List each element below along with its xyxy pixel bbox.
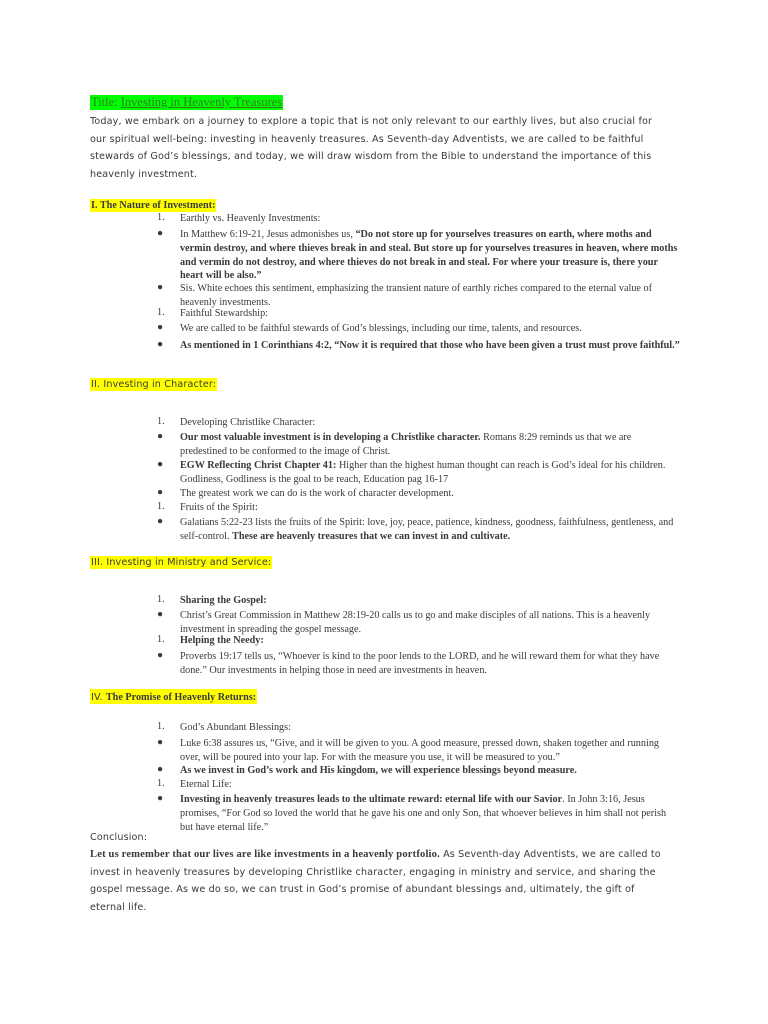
document-title (90, 95, 283, 110)
list-item-text (180, 339, 680, 353)
list-item-text (180, 228, 680, 283)
section-4-heading (90, 689, 257, 704)
list-item-text: Developing Christlike Character: (180, 417, 316, 428)
text-run-bold: Our most valuable investment is in developing a Christlike character. (180, 432, 481, 443)
section-4-heading-prefix: IV. (91, 692, 106, 703)
section-1-heading: I. The Nature of Investment: (91, 200, 216, 211)
list-number: 1. (157, 721, 165, 732)
list-item-text: Faithful Stewardship: (180, 308, 269, 319)
list-item-text (180, 516, 680, 544)
intro-paragraph: Today, we embark on a journey to explore a topic that is not only relevant to our earthly lives, but also crucial for our spiritual well-being: investing in heavenly treasures. As Seventh-day Adventists, we are called to be faithful stewards of God’s blessings, and today, we will draw wisdom from the Bible to understand the importance of this heavenly investment. (90, 116, 653, 180)
conclusion-label: Conclusion: (90, 832, 148, 843)
section-2-heading: II. Investing in Character: (91, 379, 217, 390)
list-item-text: Proverbs 19:17 tells us, “Whoever is kind to the poor lends to the LORD, and he will reward them for what they have done.” Our investments in helping those in need are investments in heaven. (180, 651, 660, 676)
bullet: ● (157, 650, 164, 661)
text-run-bold: Let us remember that our lives are like investments in a heavenly portfolio. (90, 849, 440, 860)
conclusion-paragraph (90, 846, 662, 916)
bullet: ● (157, 737, 164, 748)
list-number: 1. (157, 307, 165, 318)
list-item-text (180, 634, 680, 648)
text-run-bold: Investing in heavenly treasures leads to the ultimate reward: eternal life with our Savior (180, 794, 563, 805)
text-run-bold: Sharing the Gospel: (180, 595, 267, 606)
list-number: 1. (157, 594, 165, 605)
text-run: . In John 3:16, Jesus promises, “For God so loved the world that he gave his one and only Son, that whoever believes in him shall not perish but have eternal life.” (180, 794, 667, 833)
bullet: ● (157, 793, 164, 804)
title-label: Title: (91, 95, 118, 109)
list-item-text (180, 594, 680, 608)
bullet: ● (157, 228, 164, 239)
text-run-bold: “Do not store up for yourselves treasures on earth, where moths and vermin destroy, and where thieves break in and steal. But store up for yourselves treasures in heaven, where moths and vermin do not destroy, and where thieves do not break in and steal. For where your treasure is, there your heart will be also.” (180, 229, 678, 282)
text-run: Higher than the highest human thought can reach is God’s ideal for his children. Godliness, Godliness is the goal to be reach, Education pag 16-17 (180, 460, 666, 485)
bullet: ● (157, 609, 164, 620)
list-item-text: We are called to be faithful stewards of God’s blessings, including our time, talents, and resources. (180, 323, 582, 334)
text-run: Romans 8:29 reminds us that we are predestined to be conformed to the image of Christ. (180, 432, 632, 457)
list-number: 1. (157, 212, 165, 223)
list-item-text: Luke 6:38 assures us, “Give, and it will be given to you. A good measure, pressed down, shaken together and running over, will be poured into your lap. For with the measure you use, it will be measured to you.” (180, 738, 660, 763)
list-number: 1. (157, 634, 165, 645)
bullet: ● (157, 339, 164, 350)
list-item-text: Sis. White echoes this sentiment, emphasizing the transient nature of earthly riches compared to the eternal value of heavenly investments. (180, 283, 652, 308)
list-item-text (180, 459, 680, 487)
text-run-bold: These are heavenly treasures that we can invest in and cultivate. (232, 530, 511, 542)
text-run-bold: EGW Reflecting Christ Chapter 41: (180, 460, 337, 471)
list-item-text: The greatest work we can do is the work of character development. (180, 488, 454, 499)
list-number: 1. (157, 778, 165, 789)
text-run-bold: As we invest in God’s work and His kingdom, we will experience blessings beyond measure. (180, 765, 577, 776)
bullet: ● (157, 282, 164, 293)
text-run: In Matthew 6:19-21, Jesus admonishes us, (180, 229, 356, 240)
text-run-bold: As mentioned in 1 Corinthians 4:2, “Now it is required that those who have been given a trust must prove faithful.” (180, 340, 680, 351)
list-item-text: God’s Abundant Blessings: (180, 722, 291, 733)
list-number: 1. (157, 501, 165, 512)
text-run: Galatians 5:22-23 lists the fruits of the Spirit: love, joy, peace, patience, kindness, goodness, faithfulness, gentleness, and self-control. (180, 517, 674, 542)
list-item-text: Earthly vs. Heavenly Investments: (180, 213, 321, 224)
bullet: ● (157, 431, 164, 442)
list-item-text: Fruits of the Spirit: (180, 502, 258, 513)
bullet: ● (157, 516, 164, 527)
section-3-heading: III. Investing in Ministry and Service: (91, 557, 272, 568)
bullet: ● (157, 322, 164, 333)
list-number: 1. (157, 416, 165, 427)
section-4-heading-title: The Promise of Heavenly Returns: (105, 692, 257, 703)
bullet: ● (157, 764, 164, 775)
list-item-text: Christ’s Great Commission in Matthew 28:19-20 calls us to go and make disciples of all nations. This is a heavenly investment in spreading the gospel message. (180, 610, 651, 635)
bullet: ● (157, 487, 164, 498)
text-run-bold: Helping the Needy: (180, 635, 264, 646)
list-item-text: Eternal Life: (180, 779, 232, 790)
list-item-text (180, 431, 680, 459)
list-item-text (180, 764, 680, 778)
title-text: Investing in Heavenly Treasures (120, 95, 283, 109)
list-item-text (180, 793, 680, 834)
text-run: As Seventh-day Adventists, we are called to invest in heavenly treasures by developing Christlike character, engaging in ministry and service, and sharing the gospel message. As we do so, we can trust in God’s promise of abundant blessings and, ultimately, the gift of eternal life. (90, 849, 661, 913)
bullet: ● (157, 459, 164, 470)
